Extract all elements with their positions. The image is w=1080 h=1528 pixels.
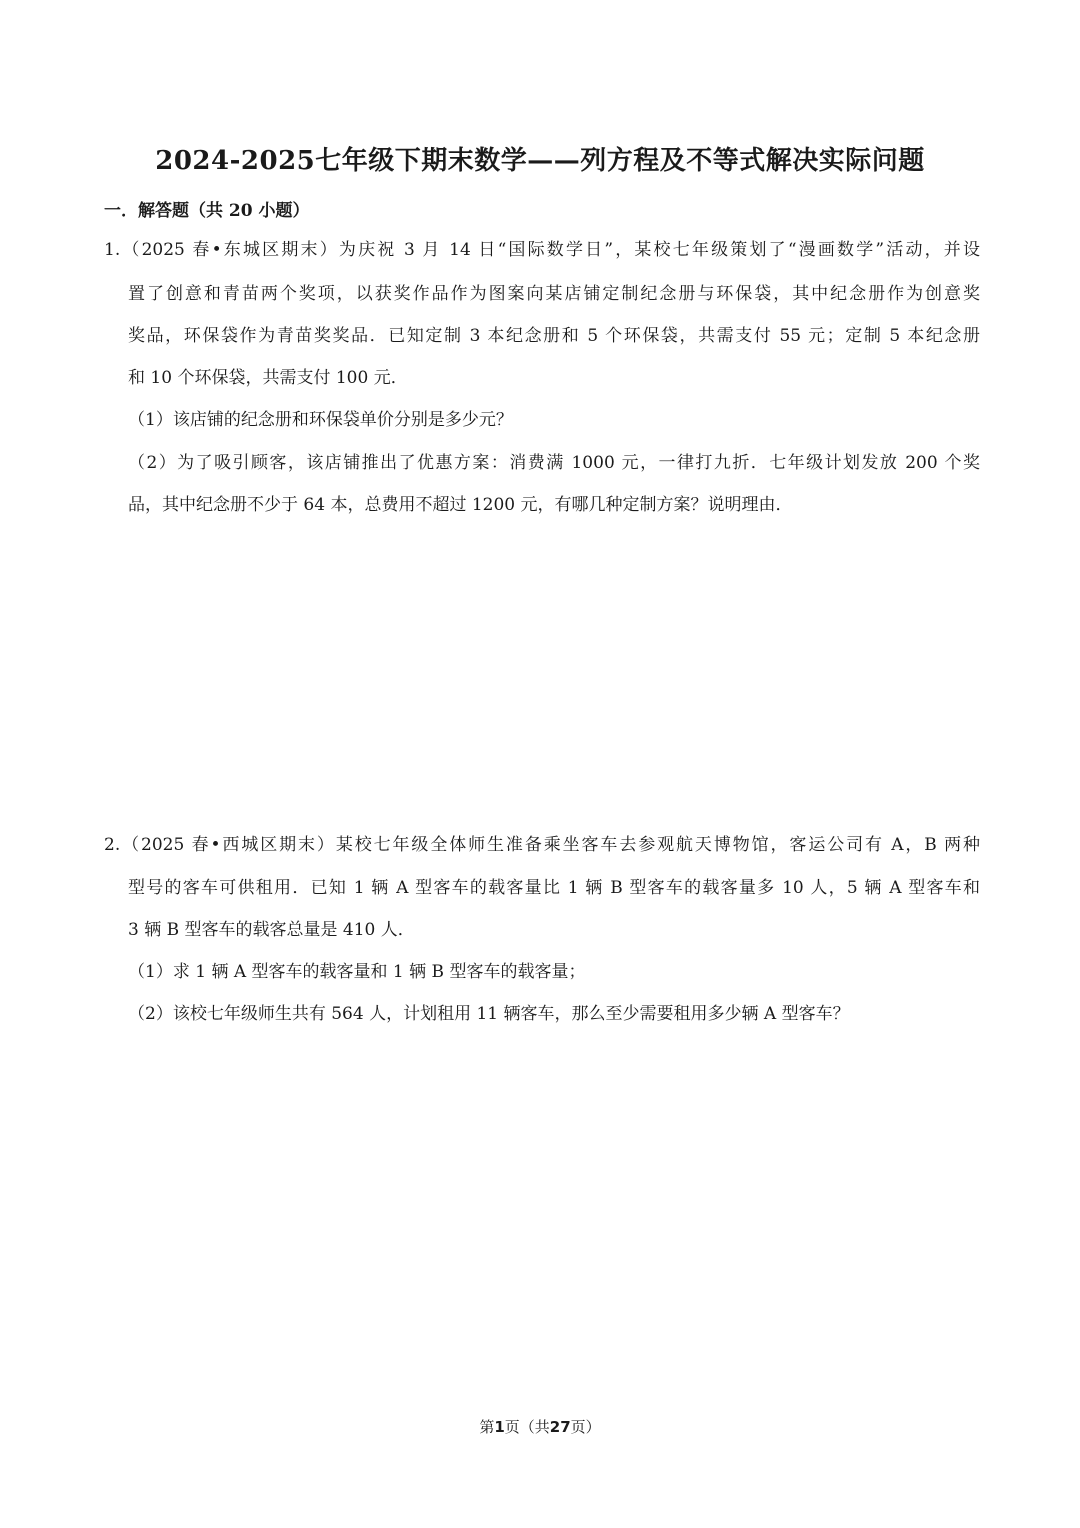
question-1-part-2-cont: 品，其中纪念册不少于 64 本，总费用不超过 1200 元，有哪几种定制方案？说明理由． [128, 495, 793, 515]
footer-middle: 页（共 [504, 1418, 550, 1436]
question-2-line: 3 辆 B 型客车的载客总量是 410 人． [128, 920, 415, 940]
question-1-part-2: （2）为了吸引顾客，该店铺推出了优惠方案：消费满 1000 元，一律打九折．七年级计划发放 200 个奖 [128, 453, 980, 473]
question-2-part-1: （1）求 1 辆 A 型客车的载客量和 1 辆 B 型客车的载客量； [128, 962, 586, 982]
page-footer [0, 1416, 1080, 1437]
section-heading: 一．解答题（共 20 小题） [104, 201, 310, 221]
footer-suffix: 页） [570, 1418, 601, 1436]
question-1-line: 1.（2025 春•东城区期末）为庆祝 3 月 14 日“国际数学日”，某校七年级策划了“漫画数学”活动，并设 [104, 240, 980, 260]
document-title: 2024-2025七年级下期末数学——列方程及不等式解决实际问题 [155, 146, 925, 176]
question-1-line: 奖品，环保袋作为青苗奖奖品．已知定制 3 本纪念册和 5 个环保袋，共需支付 55 元；定制 5 本纪念册 [128, 326, 980, 346]
question-1-line: 和 10 个环保袋，共需支付 100 元． [128, 368, 408, 388]
question-2-line: 型号的客车可供租用．已知 1 辆 A 型客车的载客量比 1 辆 B 型客车的载客量多 10 人，5 辆 A 型客车和 [128, 878, 980, 898]
footer-prefix: 第 [479, 1418, 495, 1436]
question-1-part-1: （1）该店铺的纪念册和环保袋单价分别是多少元？ [128, 410, 513, 430]
footer-page-number: 1 [494, 1418, 505, 1436]
question-1-line: 置了创意和青苗两个奖项，以获奖作品作为图案向某店铺定制纪念册与环保袋，其中纪念册作为创意奖 [128, 284, 980, 304]
question-2-part-2: （2）该校七年级师生共有 564 人，计划租用 11 辆客车，那么至少需要租用多少辆 A 型客车？ [128, 1004, 850, 1024]
footer-total-pages: 27 [549, 1418, 571, 1436]
question-2-line: 2.（2025 春•西城区期末）某校七年级全体师生准备乘坐客车去参观航天博物馆，客运公司有 A，B 两种 [104, 835, 980, 855]
